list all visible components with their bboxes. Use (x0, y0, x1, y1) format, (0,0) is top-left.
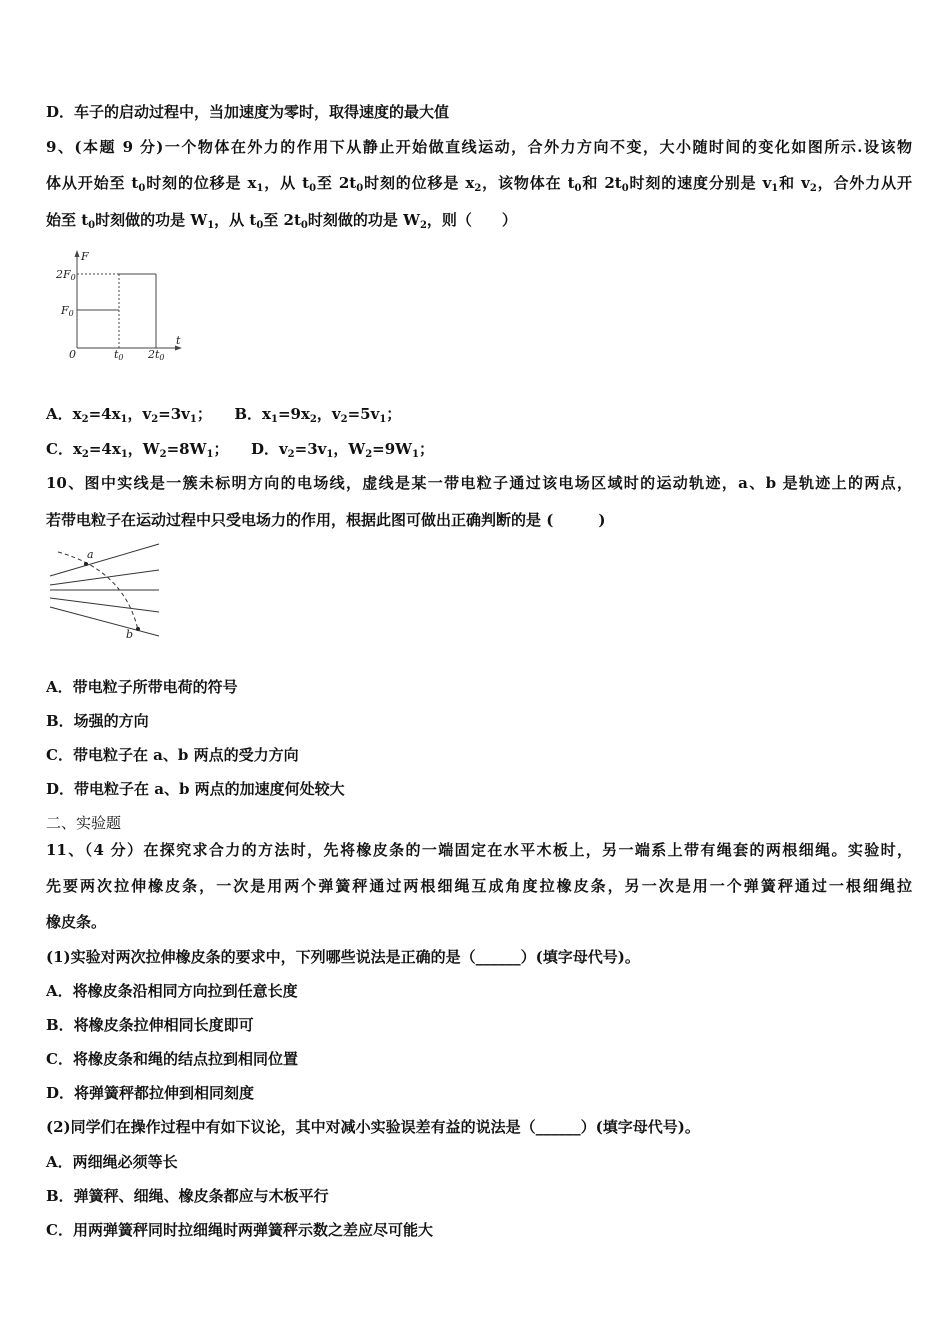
subscript: 2 (809, 183, 817, 194)
q11-sub1-option-c: C．将橡皮条和绳的结点拉到相同位置 (46, 1050, 298, 1068)
q10-option-c: C．带电粒子在 a、b 两点的受力方向 (46, 746, 299, 764)
subscript: 0 (309, 183, 317, 194)
text-run: =4x (88, 440, 121, 458)
subscript: 2 (151, 414, 159, 425)
graph-label-origin: 0 (69, 348, 76, 361)
text-run: A．x (46, 405, 82, 423)
text-run: 时刻的位移是 x (363, 174, 475, 192)
text-run: ； D．v (213, 440, 288, 458)
text-run: =5v (347, 405, 380, 423)
q9-options-cd (46, 438, 912, 460)
q11-sub1-option-d: D．将弹簧秤都拉伸到相同刻度 (46, 1084, 255, 1102)
q11-sub1-option-b: B．将橡皮条拉伸相同长度即可 (46, 1016, 254, 1034)
q11-stem-line3: 橡皮条。 (46, 913, 107, 931)
text-run: 至 2t (263, 211, 301, 229)
text-run: ，v (316, 405, 341, 423)
graph-axis-x-label: t (176, 334, 181, 347)
text-run: =3v (294, 440, 327, 458)
q9-stem-line3 (46, 209, 912, 231)
text-run: =9x (277, 405, 310, 423)
text-run: 至 2t (316, 174, 357, 192)
subscript: 1 (379, 414, 387, 425)
q10-option-a: A．带电粒子所带电荷的符号 (46, 678, 238, 696)
q9-stem-line2 (46, 172, 912, 194)
text-run: 和 v (778, 174, 810, 192)
subscript: 1 (206, 449, 214, 460)
subscript: 1 (120, 414, 128, 425)
text-run: ； (419, 440, 435, 458)
subscript: 1 (120, 449, 128, 460)
text-run: ，v (127, 405, 152, 423)
q10-electric-field-figure (46, 538, 166, 643)
q10-option-d: D．带电粒子在 a、b 两点的加速度何处较大 (46, 780, 345, 798)
q11-sub2-option-a: A．两细绳必须等长 (46, 1153, 178, 1171)
subscript: 2 (419, 220, 427, 231)
subscript: 2 (159, 449, 167, 460)
text-run: =9W (372, 440, 413, 458)
point-b-label: b (126, 628, 134, 641)
q11-sub1-prompt: (1)实验对两次拉伸橡皮条的要求中，下列哪些说法是正确的是（______）(填字母代号)。 (46, 948, 640, 966)
graph-axis-y-label: F (81, 250, 89, 263)
subscript: 1 (412, 449, 419, 460)
subscript: 2 (81, 449, 89, 460)
q10-option-b: B．场强的方向 (46, 712, 149, 730)
q11-stem-line1: 11、（4 分）在探究求合力的方法时，先将橡皮条的一端固定在水平木板上，另一端系上带有绳套的两根细绳。实验时， (46, 841, 912, 859)
q11-sub2-prompt: (2)同学们在操作过程中有如下议论，其中对减小实验误差有益的说法是（______）(填字母代号)。 (46, 1118, 700, 1136)
subscript: 2 (365, 449, 373, 460)
subscript: 0 (300, 220, 308, 231)
text-run: 始至 t (46, 211, 89, 229)
text-run: ，合外力从开 (816, 174, 912, 192)
subscript: 0 (356, 183, 364, 194)
subscript: 1 (189, 414, 197, 425)
subscript: 2 (287, 449, 295, 460)
subscript: 0 (621, 183, 629, 194)
text-run: 和 2t (581, 174, 622, 192)
subscript: 2 (309, 414, 317, 425)
subscript: 0 (574, 183, 582, 194)
text-run: ； (386, 405, 402, 423)
section-title: 二、实验题 (46, 814, 122, 832)
text-run: =8W (166, 440, 207, 458)
text-run: ，则（ ） (426, 211, 517, 229)
text-run: 时刻做的功是 W (307, 211, 420, 229)
q9-force-time-graph (50, 248, 190, 363)
text-run: ，从 t (214, 211, 257, 229)
q11-sub1-option-a: A．将橡皮条沿相同方向拉到任意长度 (46, 982, 298, 1000)
graph-label-2t0: 2t0 (148, 348, 165, 362)
text-run: 时刻的速度分别是 v (628, 174, 772, 192)
subscript: 0 (88, 220, 96, 231)
subscript: 1 (771, 183, 779, 194)
text-run: C．x (46, 440, 82, 458)
subscript: 0 (138, 183, 146, 194)
q10-stem-line2: 若带电粒子在运动过程中只受电场力的作用，根据此图可做出正确判断的是 ( ) (46, 511, 606, 529)
q10-stem-line1: 10、图中实线是一簇未标明方向的电场线，虚线是某一带电粒子通过该电场区域时的运动轨迹，a、b 是轨迹上的两点， (46, 474, 912, 492)
subscript: 2 (340, 414, 348, 425)
subscript: 1 (271, 414, 278, 425)
q9-stem-line1: 9、(本题 9 分)一个物体在外力的作用下从静止开始做直线运动，合外力方向不变，大小随时间的变化如图所示.设该物 (46, 138, 912, 156)
text-run: ，W (127, 440, 160, 458)
point-a-label: a (87, 548, 94, 561)
subscript: 1 (326, 449, 334, 460)
graph-label-t0: t0 (114, 348, 124, 362)
text-run: ； B．x (196, 405, 271, 423)
q8-option-d: D．车子的启动过程中，当加速度为零时，取得速度的最大值 (46, 103, 450, 121)
subscript: 0 (256, 220, 264, 231)
text-run: 时刻做的功是 W (95, 211, 208, 229)
subscript: 1 (256, 183, 264, 194)
q11-sub2-option-c: C．用两弹簧秤同时拉细绳时两弹簧秤示数之差应尽可能大 (46, 1221, 433, 1239)
text-run: =4x (88, 405, 121, 423)
text-run: ，从 t (263, 174, 310, 192)
graph-label-2f0: 2F0 (56, 268, 76, 282)
q11-stem-line2: 先要两次拉伸橡皮条，一次是用两个弹簧秤通过两根细绳互成角度拉橡皮条，另一次是用一个弹簧秤通过一根细绳拉 (46, 877, 912, 895)
text-run: ，W (333, 440, 366, 458)
text-run: =3v (158, 405, 190, 423)
text-run: ，该物体在 t (481, 174, 575, 192)
subscript: 2 (81, 414, 89, 425)
subscript: 1 (207, 220, 215, 231)
q11-sub2-option-b: B．弹簧秤、细绳、橡皮条都应与木板平行 (46, 1187, 329, 1205)
text-run: 时刻的位移是 x (145, 174, 257, 192)
q9-options-ab (46, 403, 912, 425)
text-run: 体从开始至 t (46, 174, 139, 192)
subscript: 2 (474, 183, 482, 194)
graph-label-f0: F0 (61, 304, 74, 318)
